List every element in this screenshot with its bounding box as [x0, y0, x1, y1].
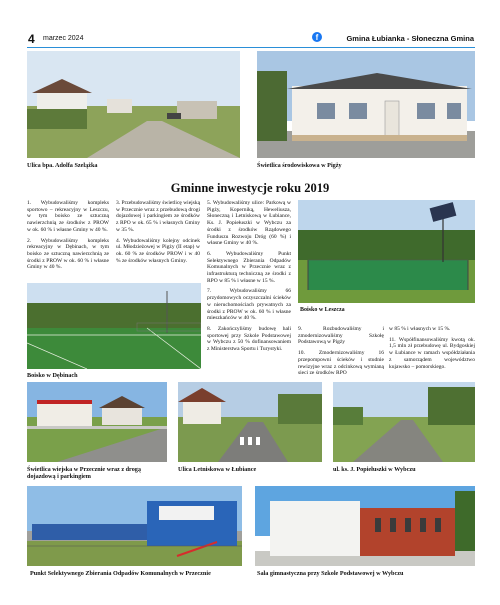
- caption-letniskowa: Ulica Letniskowa w Łubiance: [178, 466, 257, 473]
- paragraph: 4. Wybudowaliśmy kolejny odcinek ul. Młodzieżowej w Pigży (II etap) w ok. 60 % ze środków PROW i w 40 % ze środków własnych Gminy.: [116, 237, 200, 264]
- photo-leszcz-field: [298, 200, 475, 303]
- paragraph: 2. Wybudowaliśmy kompleks rekreacyjny w Dębinach, w tym boisko ze sztuczną nawierzchnią ze środki z PROW w ok. 60 % i własne Gminy w 40 %.: [27, 237, 109, 271]
- issue-date: marzec 2024: [43, 35, 84, 42]
- paragraph: 7. Wybudowaliśmy 66 przydomowych oczyszczalni ścieków w nieruchomościach prywatnych za środki z PROW w ok. 60 % i własne mieszkańców w 40 %.: [207, 288, 291, 322]
- article-column-3: [207, 200, 291, 357]
- facebook-icon: f: [312, 32, 322, 42]
- photo-sports-hall: [255, 486, 475, 566]
- header-divider: [27, 47, 475, 48]
- article-column-4b: [389, 326, 475, 374]
- paragraph: 8. Zakończyliśmy budowę hali sportowej przy Szkole Podstawowej w Wybczu z 50 % dofinansowaniem z Ministerstwa Sportu i Turystyki.: [207, 325, 291, 353]
- photo-przecznie-center: [27, 382, 167, 462]
- paragraph: 10. Zmodernizowaliśmy 16 przepompowni ścieków i studnie rewizyjne wraz z odcinkową wymianą sieci ze środków RPO: [298, 350, 384, 377]
- page-number: 4: [28, 32, 35, 46]
- photo-pszok: [27, 486, 242, 566]
- article-headline: Gminne inwestycje roku 2019: [170, 181, 330, 195]
- caption-pigza: Świetlica środowiskowa w Pigży: [257, 162, 342, 169]
- photo-pigza-community-center: [257, 51, 475, 158]
- article-column-2: [116, 200, 200, 268]
- photo-szelazka-street: [27, 51, 240, 158]
- caption-popieluszki: ul. ks. J. Popiełuszki w Wybczu: [333, 466, 416, 473]
- caption-sports-hall: Sala gimnastyczna przy Szkole Podstawowej w Wybczu: [257, 570, 404, 577]
- caption-przecznie: Świetlica wiejska w Przecznie wraz z drogą dojazdową i parkingiem: [27, 466, 141, 481]
- paragraph: w 85 % i własnych w 15 %.: [389, 326, 451, 332]
- paragraph: 9. Rozbudowaliśmy i zmodernizowaliśmy Szkołę Podstawową w Pigży: [298, 326, 384, 346]
- paragraph: 1. Wybudowaliśmy kompleks sportowo – rekreacyjny w Leszczu, w tym boisko ze sztuczną nawierzchnią ze środków z PROW w ok. 60 % i własne Gminy w 40 %.: [27, 200, 109, 233]
- caption-leszcz: Boisko w Leszcza: [300, 307, 345, 313]
- caption-debina: Boisko w Dębinach: [27, 372, 78, 379]
- photo-debina-field: [27, 283, 201, 369]
- article-column-1: [27, 200, 109, 275]
- newsletter-title: Gmina Łubianka - Słoneczna Gmina: [346, 34, 474, 43]
- paragraph: 3. Przebudowaliśmy świetlicę wiejską w Przecznie wraz z przebudową drogi dojazdowej i parkingiem ze środków z RPO w ok. 65 % i własnych Gminy w 35 %.: [116, 200, 201, 233]
- paragraph: 11. Współfinansowaliśmy kwotą ok. 1,5 mln zł przebudowę ul. Bydgoskiej w Łubiance w ramach współdziałania z samorządem województwo kujawsko – pomorskiego.: [389, 336, 475, 370]
- caption-szelazka: Ulica bpa. Adolfa Szelążka: [27, 162, 98, 169]
- photo-popieluszki-street: [333, 382, 475, 462]
- paragraph: 5. Wybudowaliśmy ulice: Parkową w Pigży, Koperniką, Heweliusza, Słoneczną i Letniskową w Łubiance, Ks. J. Popiełuszki w Wybczu za środki z środków Rządowego Funduszu Rozwoju Dróg (60 %) i własne Gminy w 40 %.: [207, 200, 291, 247]
- caption-pszok: Punkt Selektywnego Zbierania Odpadów Komunalnych w Przecznie: [30, 570, 211, 577]
- paragraph: 6. Wybudowaliśmy Punkt Selektywnego Zbierania Odpadów Komunalnych w Przecznie wraz z infrastrukturą techniczną ze środki z RPO w 85 % i własne w 15 %.: [207, 250, 291, 284]
- article-column-4a: [298, 326, 384, 381]
- photo-letniskowa-street: [178, 382, 322, 462]
